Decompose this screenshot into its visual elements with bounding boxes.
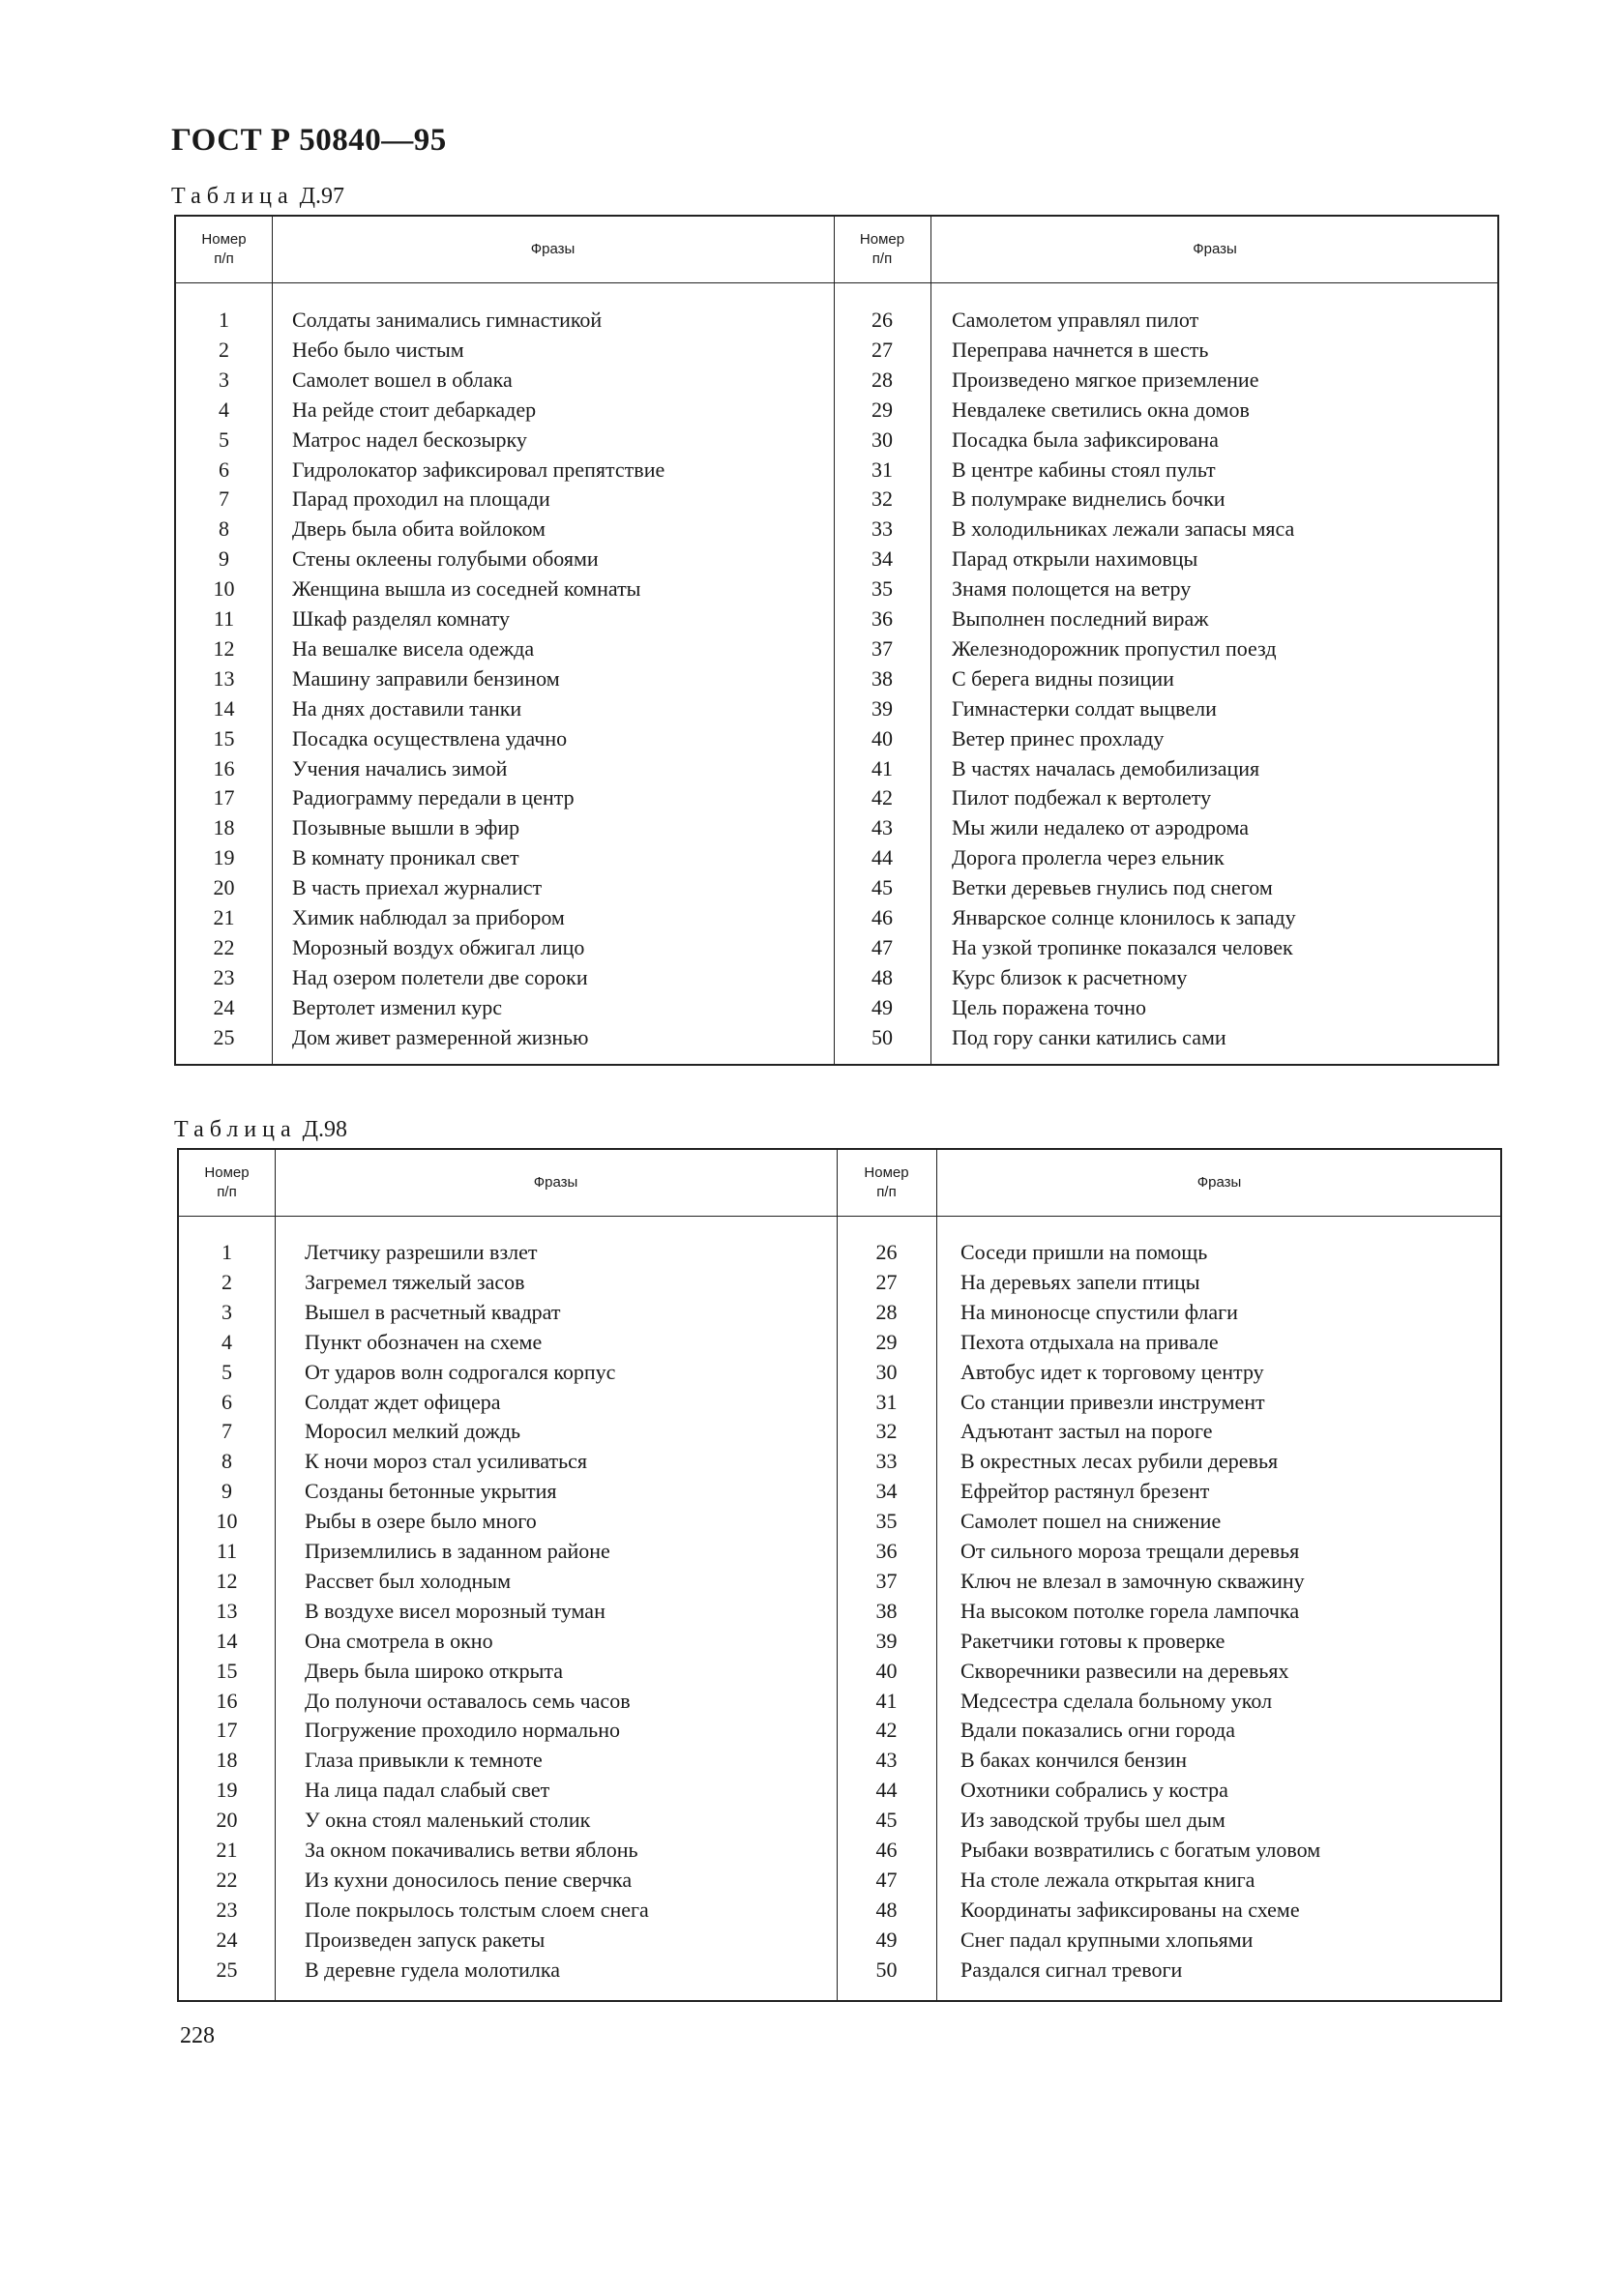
row-phrase: На рейде стоит дебаркадер (292, 397, 537, 422)
table-row (179, 1778, 1500, 1808)
row-number: 2 (221, 1269, 232, 1294)
table-row (179, 1868, 1500, 1898)
row-number: 45 (871, 875, 893, 900)
row-number: 28 (871, 367, 893, 392)
row-number: 1 (221, 1240, 232, 1264)
table-row (176, 965, 1497, 995)
row-number: 2 (219, 337, 229, 362)
row-phrase: На столе лежала открытая книга (960, 1867, 1255, 1892)
row-number: 48 (871, 964, 893, 989)
table-d97 (174, 215, 1499, 1066)
row-phrase: Вышел в расчетный квадрат (305, 1299, 561, 1324)
row-number: 16 (213, 755, 235, 780)
row-number: 30 (871, 427, 893, 452)
row-number: 33 (871, 516, 893, 542)
row-phrase: Пункт обозначен на схеме (305, 1329, 543, 1354)
row-number: 28 (875, 1299, 898, 1324)
row-number: 20 (216, 1808, 238, 1833)
row-number: 22 (216, 1867, 238, 1892)
row-number: 18 (216, 1748, 238, 1773)
table-row (176, 666, 1497, 696)
row-phrase: Парад проходил на площади (292, 486, 550, 512)
row-phrase: Пилот подбежал к вертолету (952, 785, 1212, 810)
row-phrase: Парад открыли нахимовцы (952, 546, 1198, 572)
table-row (176, 576, 1497, 606)
row-phrase: Солдат ждет офицера (305, 1389, 501, 1414)
row-number: 31 (871, 456, 893, 482)
row-phrase: Глаза привыкли к темноте (305, 1748, 543, 1773)
row-number: 38 (871, 665, 893, 691)
row-phrase: Вдали показались огни города (960, 1718, 1235, 1743)
row-number: 38 (875, 1598, 898, 1623)
table-row (176, 457, 1497, 487)
row-number: 47 (875, 1867, 898, 1892)
row-number: 23 (213, 964, 235, 989)
row-number: 4 (221, 1329, 232, 1354)
row-number: 37 (875, 1568, 898, 1593)
table-row (176, 636, 1497, 666)
row-phrase: Матрос надел бескозырку (292, 427, 527, 452)
row-phrase: Посадка осуществлена удачно (292, 725, 568, 751)
header-number-right: Номер п/п (859, 230, 905, 267)
row-number: 19 (213, 845, 235, 870)
row-phrase: Солдаты занимались гимнастикой (292, 308, 603, 332)
row-phrase: Женщина вышла из соседней комнаты (292, 576, 641, 602)
header-phrases-left: Фразы (530, 240, 576, 257)
row-number: 8 (219, 516, 229, 542)
row-phrase: Самолетом управлял пилот (952, 308, 1199, 332)
row-number: 49 (871, 994, 893, 1019)
row-phrase: Моросил мелкий дождь (305, 1419, 521, 1444)
row-number: 18 (213, 815, 235, 840)
row-phrase: Из заводской трубы шел дым (960, 1808, 1225, 1833)
row-number: 17 (213, 785, 235, 810)
row-phrase: Адъютант застыл на пороге (960, 1419, 1213, 1444)
header-number-left: Номер п/п (204, 1163, 250, 1200)
row-number: 5 (219, 427, 229, 452)
table-row (176, 785, 1497, 815)
row-number: 14 (216, 1628, 238, 1653)
table-row (179, 1838, 1500, 1868)
row-number: 13 (213, 665, 235, 691)
row-number: 43 (875, 1748, 898, 1773)
table-row (176, 427, 1497, 457)
row-phrase: В полумраке виднелись бочки (952, 486, 1225, 512)
row-number: 42 (871, 785, 893, 810)
row-phrase: Знамя полощется на ветру (952, 576, 1192, 602)
table-row (179, 1539, 1500, 1569)
row-number: 9 (221, 1479, 232, 1504)
row-phrase: Дверь была обита войлоком (292, 516, 546, 542)
table-caption-d98 (174, 1117, 347, 1143)
row-number: 29 (875, 1329, 898, 1354)
row-number: 46 (875, 1838, 898, 1862)
row-phrase: Небо было чистым (292, 337, 464, 362)
row-phrase: Дом живет размеренной жизнью (292, 1024, 589, 1049)
row-number: 19 (216, 1778, 238, 1803)
row-phrase: К ночи мороз стал усиливаться (305, 1449, 588, 1474)
row-phrase: Произведено мягкое приземление (952, 367, 1259, 392)
row-phrase: Самолет пошел на снижение (960, 1509, 1222, 1534)
row-number: 32 (875, 1419, 898, 1444)
row-phrase: Соседи пришли на помощь (960, 1240, 1208, 1264)
row-number: 40 (871, 725, 893, 751)
row-number: 35 (875, 1509, 898, 1534)
row-number: 43 (871, 815, 893, 840)
row-phrase: Рассвет был холодным (305, 1568, 512, 1593)
row-phrase: До полуночи оставалось семь часов (305, 1688, 631, 1713)
table-row (176, 905, 1497, 935)
table-row (176, 308, 1497, 338)
row-phrase: Дорога пролегла через ельник (952, 845, 1225, 870)
table-row (176, 338, 1497, 368)
row-phrase: Ефрейтор растянул брезент (960, 1479, 1210, 1504)
row-number: 46 (871, 905, 893, 929)
row-number: 8 (221, 1449, 232, 1474)
row-phrase: У окна стоял маленький столик (305, 1808, 591, 1833)
table-row (179, 1300, 1500, 1330)
row-phrase: В центре кабины стоял пульт (952, 456, 1216, 482)
table-caption-number: Д.97 (299, 184, 345, 209)
row-phrase: От ударов волн содрогался корпус (305, 1359, 616, 1384)
page-number: 228 (180, 2023, 215, 2048)
row-phrase: В баках кончился бензин (960, 1748, 1187, 1773)
row-phrase: Гидролокатор зафиксировал препятствие (292, 456, 665, 482)
row-phrase: Снег падал крупными хлопьями (960, 1927, 1254, 1952)
table-row (176, 486, 1497, 516)
row-number: 4 (219, 397, 229, 422)
header-phrases-right: Фразы (1196, 1173, 1242, 1191)
row-phrase: На деревьях запели птицы (960, 1269, 1200, 1294)
row-number: 36 (871, 606, 893, 631)
table-row (176, 845, 1497, 875)
row-number: 41 (875, 1688, 898, 1713)
table-row (176, 726, 1497, 756)
row-number: 44 (871, 845, 893, 870)
row-phrase: Машину заправили бензином (292, 665, 560, 691)
header-number-left: Номер п/п (201, 230, 247, 267)
row-phrase: Позывные вышли в эфир (292, 815, 520, 840)
table-row (179, 1898, 1500, 1928)
row-phrase: Радиограмму передали в центр (292, 785, 575, 810)
row-number: 39 (871, 695, 893, 721)
row-number: 10 (213, 576, 235, 602)
row-number: 44 (875, 1778, 898, 1803)
row-number: 3 (219, 367, 229, 392)
row-phrase: Пехота отдыхала на привале (960, 1329, 1219, 1354)
table-row (176, 696, 1497, 726)
row-number: 48 (875, 1897, 898, 1922)
row-phrase: Выполнен последний вираж (952, 606, 1209, 631)
row-number: 22 (213, 934, 235, 959)
row-number: 21 (213, 905, 235, 929)
row-number: 17 (216, 1718, 238, 1743)
row-number: 9 (219, 546, 229, 572)
table-row (176, 875, 1497, 905)
row-number: 11 (213, 606, 235, 631)
row-number: 24 (216, 1927, 238, 1952)
row-phrase: В воздухе висел морозный туман (305, 1598, 605, 1623)
row-phrase: Поле покрылось толстым слоем снега (305, 1897, 649, 1922)
table-caption-word: Таблица (171, 184, 294, 209)
row-number: 27 (875, 1269, 898, 1294)
row-phrase: Ветер принес прохладу (952, 725, 1165, 751)
row-phrase: На высоком потолке горела лампочка (960, 1598, 1300, 1623)
table-row (179, 1599, 1500, 1629)
table-row (179, 1240, 1500, 1270)
table-row (179, 1748, 1500, 1778)
row-number: 41 (871, 755, 893, 780)
row-phrase: В часть приехал журналист (292, 875, 543, 900)
row-phrase: Созданы бетонные укрытия (305, 1479, 557, 1504)
row-phrase: Стены оклеены голубыми обоями (292, 546, 599, 572)
table-row (176, 546, 1497, 576)
row-phrase: Курс близок к расчетному (952, 964, 1188, 989)
row-number: 45 (875, 1808, 898, 1833)
table-row (179, 1360, 1500, 1390)
row-phrase: Погружение проходило нормально (305, 1718, 620, 1743)
row-phrase: Раздался сигнал тревоги (960, 1957, 1183, 1982)
row-number: 7 (219, 486, 229, 512)
row-phrase: В деревне гудела молотилка (305, 1957, 560, 1982)
table-row (176, 815, 1497, 845)
row-number: 29 (871, 397, 893, 422)
table-row (179, 1808, 1500, 1838)
row-number: 32 (871, 486, 893, 512)
row-number: 33 (875, 1449, 898, 1474)
row-number: 3 (221, 1299, 232, 1324)
row-phrase: Шкаф разделял комнату (292, 606, 511, 631)
row-number: 25 (216, 1957, 238, 1982)
row-number: 26 (875, 1240, 898, 1264)
row-phrase: Вертолет изменил курс (292, 994, 503, 1019)
row-phrase: Дверь была широко открыта (305, 1658, 564, 1683)
row-number: 7 (221, 1419, 232, 1444)
table-row (176, 397, 1497, 427)
row-phrase: Приземлились в заданном районе (305, 1539, 610, 1563)
row-phrase: Мы жили недалеко от аэродрома (952, 815, 1249, 840)
document-title: ГОСТ Р 50840—95 (171, 123, 447, 158)
row-number: 21 (216, 1838, 238, 1862)
row-phrase: Рыбы в озере было много (305, 1509, 537, 1534)
row-phrase: Над озером полетели две сороки (292, 964, 588, 989)
table-row (179, 1449, 1500, 1479)
table-row (179, 1659, 1500, 1689)
header-phrases-right: Фразы (1193, 240, 1237, 257)
table-row (179, 1629, 1500, 1659)
row-number: 6 (221, 1389, 232, 1414)
row-number: 15 (213, 725, 235, 751)
row-number: 50 (875, 1957, 898, 1982)
row-phrase: Она смотрела в окно (305, 1628, 493, 1653)
row-number: 10 (216, 1509, 238, 1534)
row-phrase: В холодильниках лежали запасы мяса (952, 516, 1295, 542)
row-number: 12 (213, 635, 235, 661)
row-number: 16 (216, 1688, 238, 1713)
row-phrase: Летчику разрешили взлет (305, 1240, 538, 1264)
row-phrase: В комнату проникал свет (292, 845, 519, 870)
row-phrase: Произведен запуск ракеты (305, 1927, 546, 1952)
table-row (179, 1718, 1500, 1748)
row-number: 15 (216, 1658, 238, 1683)
row-phrase: Учения начались зимой (292, 755, 508, 780)
row-phrase: В окрестных лесах рубили деревья (960, 1449, 1279, 1474)
row-phrase: От сильного мороза трещали деревья (960, 1539, 1300, 1563)
row-number: 40 (875, 1658, 898, 1683)
row-number: 11 (216, 1539, 238, 1563)
row-number: 25 (213, 1024, 235, 1049)
table-row (176, 995, 1497, 1025)
row-number: 37 (871, 635, 893, 661)
table-row (176, 606, 1497, 636)
row-phrase: На вешалке висела одежда (292, 635, 535, 661)
row-phrase: Январское солнце клонилось к западу (952, 905, 1296, 929)
row-phrase: Рыбаки возвратились с богатым уловом (960, 1838, 1321, 1862)
row-phrase: Гимнастерки солдат выцвели (952, 695, 1217, 721)
row-number: 36 (875, 1539, 898, 1563)
table-row (179, 1270, 1500, 1300)
row-number: 5 (221, 1359, 232, 1384)
table-row (176, 756, 1497, 786)
table-row (179, 1569, 1500, 1599)
row-number: 13 (216, 1598, 238, 1623)
row-number: 26 (871, 308, 893, 332)
row-number: 34 (871, 546, 893, 572)
table-caption-d97 (171, 184, 344, 210)
row-number: 12 (216, 1568, 238, 1593)
row-phrase: Морозный воздух обжигал лицо (292, 934, 585, 959)
table-row (176, 516, 1497, 546)
row-phrase: Ветки деревьев гнулись под снегом (952, 875, 1273, 900)
table-d98 (177, 1148, 1502, 2002)
row-number: 47 (871, 934, 893, 959)
row-number: 23 (216, 1897, 238, 1922)
row-phrase: Железнодорожник пропустил поезд (952, 635, 1277, 661)
row-number: 24 (213, 994, 235, 1019)
row-number: 50 (871, 1024, 893, 1049)
table-row (176, 368, 1497, 397)
row-phrase: За окном покачивались ветви яблонь (305, 1838, 638, 1862)
row-number: 20 (213, 875, 235, 900)
row-phrase: На лица падал слабый свет (305, 1778, 550, 1803)
header-number-right: Номер п/п (864, 1163, 909, 1200)
table-row (176, 1025, 1497, 1055)
table-row (179, 1689, 1500, 1719)
row-number: 6 (219, 456, 229, 482)
table-caption-word: Таблица (174, 1117, 297, 1142)
row-phrase: На миноносце спустили флаги (960, 1299, 1238, 1324)
table-row (179, 1390, 1500, 1420)
row-phrase: Химик наблюдал за прибором (292, 905, 565, 929)
row-number: 14 (213, 695, 235, 721)
row-phrase: В частях началась демобилизация (952, 755, 1260, 780)
row-phrase: Ракетчики готовы к проверке (960, 1628, 1225, 1653)
row-phrase: Скворечники развесили на деревьях (960, 1658, 1289, 1683)
row-phrase: Со станции привезли инструмент (960, 1389, 1265, 1414)
row-phrase: Медсестра сделала больному укол (960, 1688, 1273, 1713)
row-phrase: Ключ не влезал в замочную скважину (960, 1568, 1305, 1593)
row-number: 1 (219, 308, 229, 332)
table-row (176, 935, 1497, 965)
row-phrase: Под гору санки катились сами (952, 1024, 1226, 1049)
table-row (179, 1419, 1500, 1449)
row-phrase: Загремел тяжелый засов (305, 1269, 525, 1294)
row-number: 42 (875, 1718, 898, 1743)
row-phrase: На узкой тропинке показался человек (952, 934, 1293, 959)
table-row (179, 1957, 1500, 1987)
table-row (179, 1928, 1500, 1957)
row-number: 27 (871, 337, 893, 362)
row-number: 31 (875, 1389, 898, 1414)
row-phrase: Координаты зафиксированы на схеме (960, 1897, 1300, 1922)
header-phrases-left: Фразы (533, 1173, 578, 1191)
row-number: 39 (875, 1628, 898, 1653)
table-row (179, 1479, 1500, 1509)
row-phrase: Из кухни доносилось пение сверчка (305, 1867, 633, 1892)
row-phrase: На днях доставили танки (292, 695, 522, 721)
table-row (179, 1509, 1500, 1539)
row-number: 30 (875, 1359, 898, 1384)
row-phrase: Посадка была зафиксирована (952, 427, 1219, 452)
row-phrase: С берега видны позиции (952, 665, 1174, 691)
row-phrase: Самолет вошел в облака (292, 367, 513, 392)
table-row (179, 1330, 1500, 1360)
row-phrase: Охотники собрались у костра (960, 1778, 1228, 1803)
row-number: 35 (871, 576, 893, 602)
row-phrase: Переправа начнется в шесть (952, 337, 1209, 362)
row-phrase: Цель поражена точно (952, 994, 1147, 1019)
row-phrase: Автобус идет к торговому центру (960, 1359, 1264, 1384)
row-number: 49 (875, 1927, 898, 1952)
row-number: 34 (875, 1479, 898, 1504)
table-caption-number: Д.98 (302, 1117, 348, 1142)
row-phrase: Невдалеке светились окна домов (952, 397, 1250, 422)
